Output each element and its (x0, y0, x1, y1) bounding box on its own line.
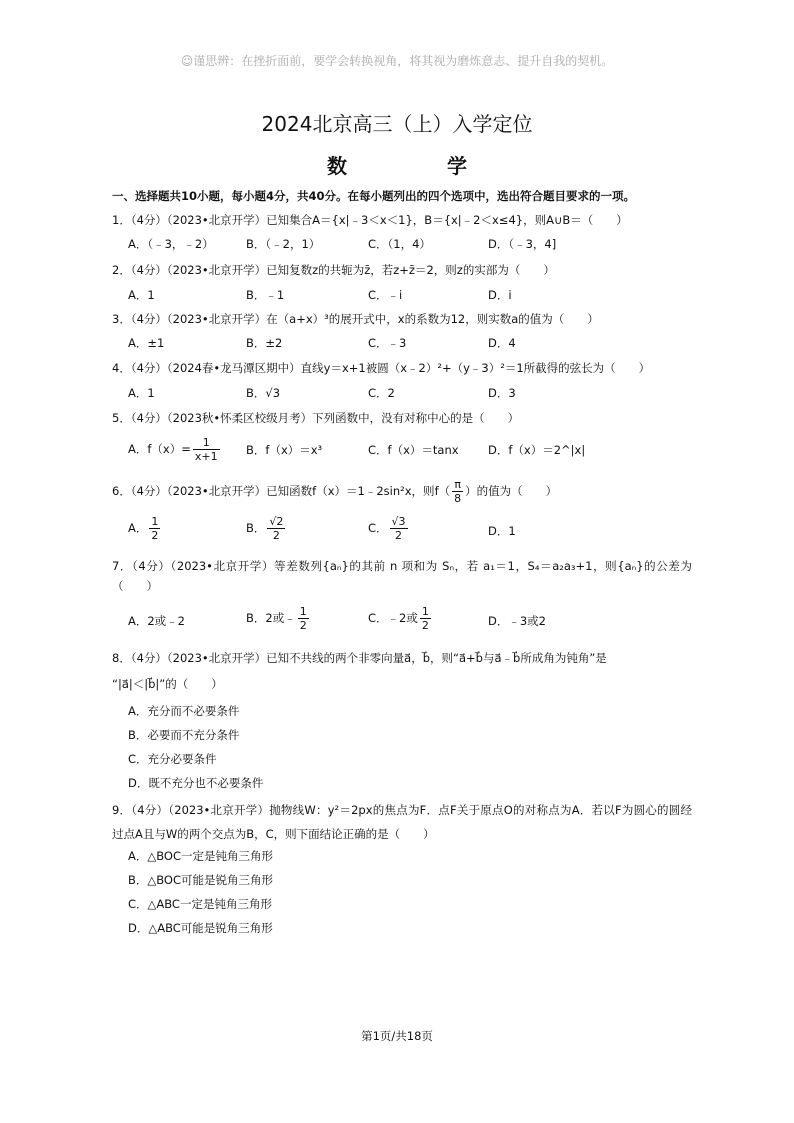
q8-option-c: C．充分必要条件 (128, 752, 217, 766)
q5-option-b: B．f（x）＝x³ (246, 443, 323, 457)
fraction-numerator: π (452, 478, 463, 492)
q8-option-a: A．充分而不必要条件 (128, 704, 240, 718)
question-3-options (128, 335, 688, 357)
question-1-options (128, 236, 688, 258)
q9-option-d: D．△ABC可能是锐角三角形 (128, 921, 273, 935)
q6-option-a-fraction (149, 515, 160, 542)
q3-option-b: B．±2 (246, 336, 283, 350)
q9-option-b: B．△BOC可能是锐角三角形 (128, 873, 274, 887)
q5-option-a-lhs: f（x）= (147, 442, 191, 456)
q2-option-b: B．﹣1 (246, 288, 285, 302)
q2-option-c: C．﹣i (368, 288, 403, 302)
q8-option-d: D．既不充分也不必要条件 (128, 776, 264, 790)
q1-option-c: C．（1，4） (368, 237, 431, 251)
question-4-options (128, 385, 688, 407)
question-7-options (128, 605, 688, 639)
q4-option-d: D．3 (488, 386, 516, 400)
fraction-denominator: x+1 (194, 450, 218, 463)
question-4-stem: 4．（4分）（2024春•龙马潭区期中）直线y＝x+1被圆（x﹣2）²+（y﹣3）²＝1所截得的弦长为（ ） (112, 361, 651, 375)
q6-option-b-label: B． (246, 521, 266, 535)
fraction-denominator: 2 (272, 529, 280, 542)
q7-option-c-label: C．﹣2或 (368, 611, 418, 625)
q4-option-a: A．1 (128, 386, 155, 400)
q6-option-c-fraction (390, 515, 408, 542)
q6-stem-start: 6．（4分）（2023•北京开学）已知函数f（x）＝1﹣2sin²x，则 (112, 484, 435, 498)
q2-option-a: A．1 (128, 288, 155, 302)
fraction-denominator: 2 (421, 619, 429, 632)
q1-option-b: B．（﹣2，1） (246, 237, 321, 251)
fraction-numerator: √3 (391, 515, 406, 528)
q7-option-c-fraction (420, 605, 431, 632)
q3-option-c: C．﹣3 (368, 336, 407, 350)
question-7-stem: 7．（4分）（2023•北京开学）等差数列{aₙ}的其前 n 项和为 Sₙ，若 a₁＝1，S₄＝a₂a₃+1，则{aₙ}的公差为（ ） (112, 559, 692, 593)
question-2-options (128, 287, 688, 309)
q6-stem-func: f（ (434, 484, 451, 498)
q7-option-d: D．﹣3或2 (488, 614, 546, 628)
subject-title: 数 学 (327, 154, 507, 178)
q6-option-d: D．1 (488, 524, 516, 538)
q5-option-a (128, 436, 222, 463)
q5-option-a-label: A． (128, 442, 148, 456)
question-9-stem: 9．（4分）（2023•北京开学）抛物线W：y²＝2px的焦点为F．点F关于原点O的对称点为A．若以F为圆心的圆经过点A且与W的两个交点为B，C，则下面结论正确的是（ ） (112, 803, 692, 841)
fraction-denominator: 2 (151, 529, 159, 542)
question-6-stem (112, 478, 692, 505)
header-motto: ☺谨思辨：在挫折面前，要学会转换视角，将其视为磨炼意志、提升自我的契机。 (180, 54, 614, 68)
page-number: 第1页/共18页 (361, 1029, 433, 1043)
q6-option-a (128, 515, 162, 542)
fraction-numerator: √2 (269, 515, 284, 528)
fraction-denominator: 2 (299, 619, 307, 632)
q4-option-b: B．√3 (246, 386, 281, 400)
q6-stem-end: ）的值为（ ） (465, 484, 558, 498)
q4-option-c: C．2 (368, 386, 395, 400)
q7-option-a: A．2或﹣2 (128, 614, 185, 628)
fraction-denominator: 2 (395, 529, 403, 542)
q5-option-a-fraction (193, 436, 220, 463)
q7-option-b-label: B．2或 (246, 611, 285, 625)
q6-option-c-label: C． (368, 521, 388, 535)
q1-option-a: A．（﹣3，﹣2） (128, 237, 214, 251)
q6-option-b (246, 515, 287, 542)
question-8-stem: 8．（4分）（2023•北京开学）已知不共线的两个非零向量a⃗，b⃗，则“a⃗+b⃗与a⃗﹣b⃗所成角为钝角”是 (112, 651, 607, 665)
q8-option-b: B．必要而不充分条件 (128, 728, 240, 742)
page-title: 2024北京高三（上）入学定位 (261, 112, 533, 136)
q3-option-a: A．±1 (128, 336, 165, 350)
question-1-stem: 1．（4分）（2023•北京开学）已知集合A＝{x|﹣3＜x＜1}，B＝{x|﹣2＜x≤4}，则A∪B＝（ ） (112, 213, 628, 227)
fraction-numerator: 1 (193, 436, 220, 450)
q7-option-b-fraction (298, 605, 309, 632)
q6-stem-fraction (452, 478, 463, 505)
q9-option-c: C．△ABC一定是钝角三角形 (128, 897, 272, 911)
q6-option-c (368, 515, 410, 542)
fraction-numerator: 1 (151, 515, 159, 528)
q6-option-b-fraction (267, 515, 285, 542)
q5-option-d: D．f（x）＝2^|x| (488, 443, 586, 457)
fraction-numerator: 1 (299, 605, 307, 618)
question-3-stem: 3．（4分）（2023•北京开学）在（a+x）³的展开式中，x的系数为12，则实数a的值为（ ） (112, 312, 599, 326)
question-5-stem: 5．（4分）（2023秋•怀柔区校级月考）下列函数中，没有对称中心的是（ ） (112, 411, 520, 425)
question-6-options (128, 515, 688, 549)
q3-option-d: D．4 (488, 336, 516, 350)
fraction-numerator: 1 (421, 605, 429, 618)
q7-option-c (368, 605, 433, 632)
q7-option-b (246, 605, 311, 632)
q9-option-a: A．△BOC一定是钝角三角形 (128, 849, 273, 863)
q5-option-c: C．f（x）＝tanx (368, 443, 459, 457)
q1-option-d: D．（﹣3，4] (488, 237, 557, 251)
q7-option-b-sign: ﹣ (284, 611, 296, 625)
section-heading: 一、选择题共10小题，每小题4分，共40分。在每小题列出的四个选项中，选出符合题目要求的一项。 (112, 189, 636, 203)
question-8-stem-line2: “|a⃗|＜|b⃗|”的（ ） (112, 677, 223, 691)
question-2-stem: 2．（4分）（2023•北京开学）已知复数z的共轭为z̄，若z+z̄＝2，则z的实部为（ ） (112, 263, 555, 277)
q2-option-d: D．i (488, 288, 512, 302)
fraction-denominator: 8 (454, 492, 462, 505)
q6-option-a-label: A． (128, 521, 148, 535)
question-5-options (128, 436, 688, 466)
